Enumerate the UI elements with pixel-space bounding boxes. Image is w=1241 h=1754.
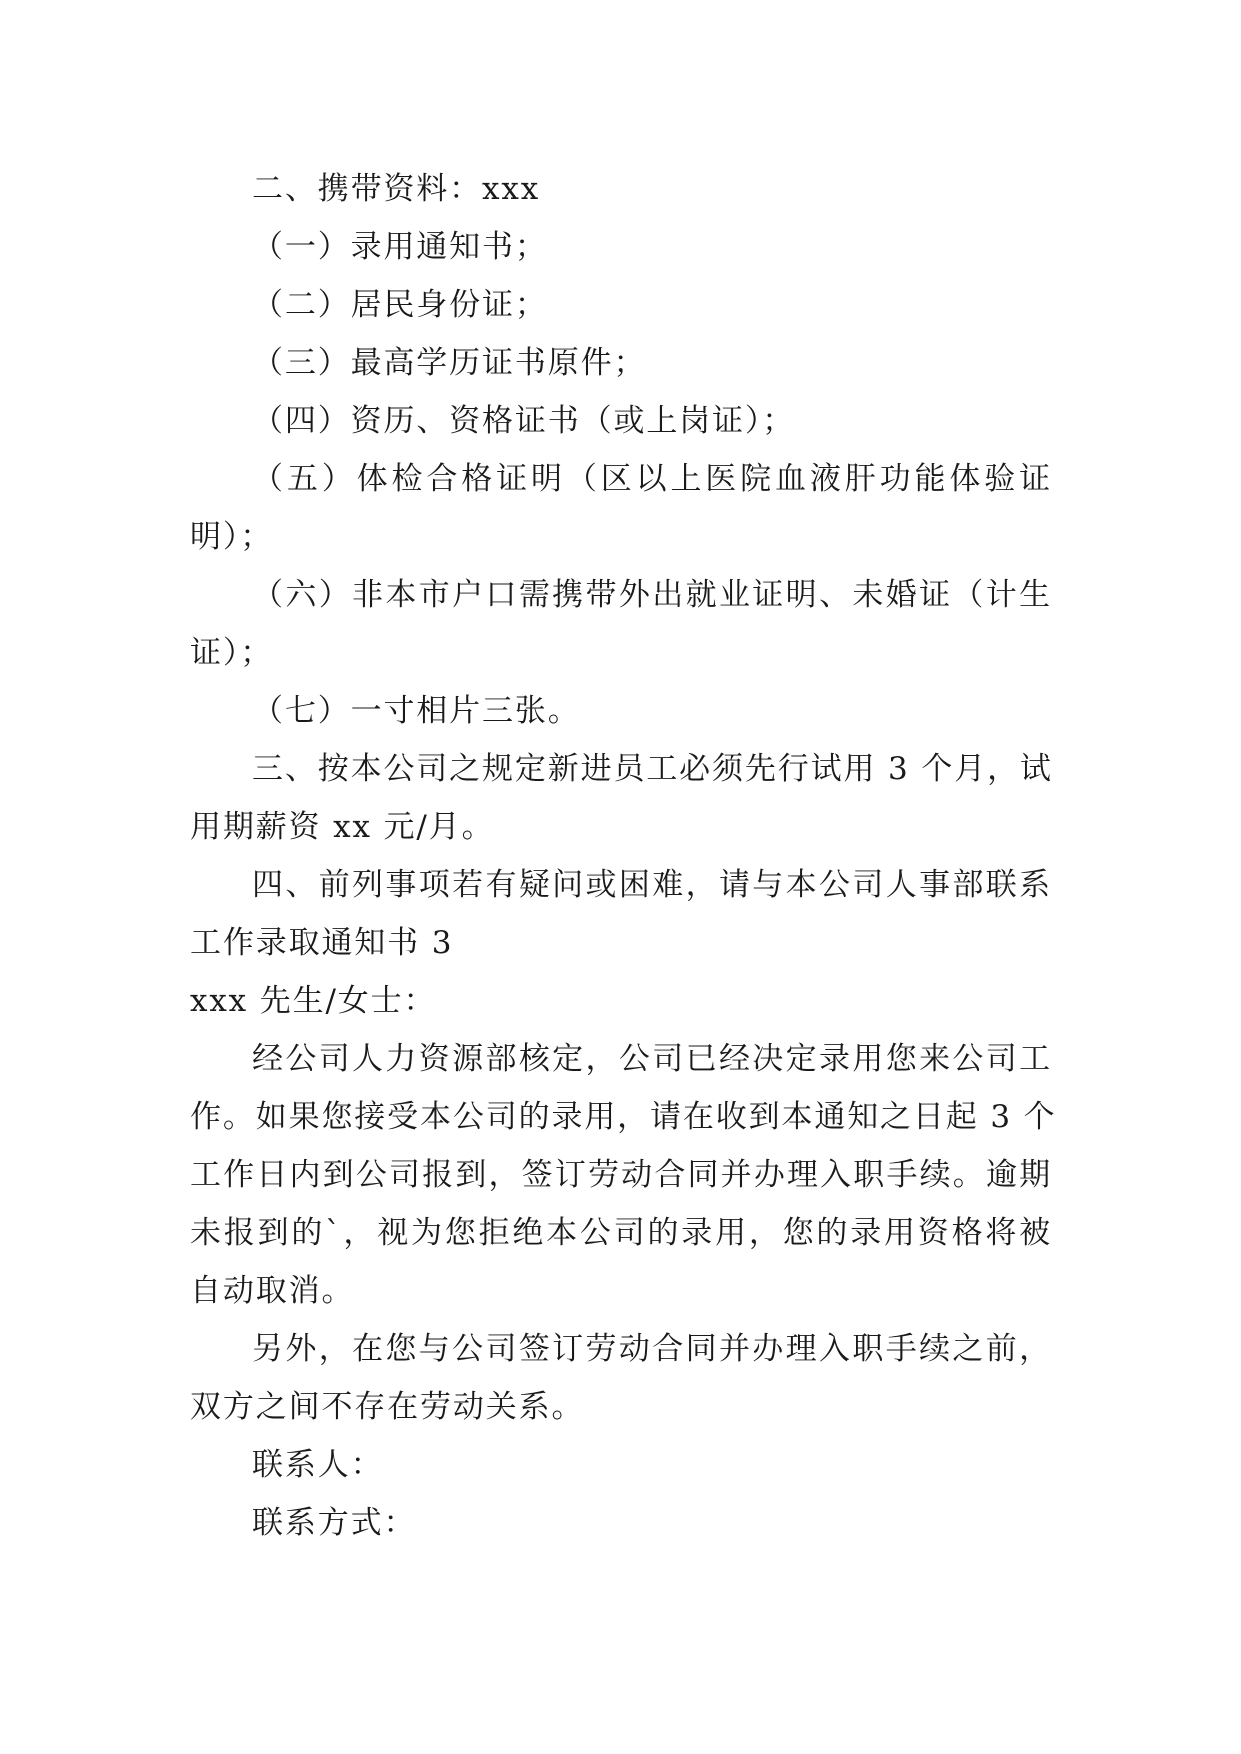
paragraph-offer-line-3: 工作日内到公司报到，签订劳动合同并办理入职手续。逾期	[190, 1157, 1052, 1193]
list-item-non-local: （六）非本市户口需携带外出就业证明、未婚证（计生	[252, 577, 1052, 613]
contact-method-label: 联系方式：	[252, 1505, 417, 1541]
list-item-health-check-cont: 明）；	[190, 519, 274, 555]
paragraph-note-line-1: 另外，在您与公司签订劳动合同并办理入职手续之前，	[252, 1331, 1052, 1367]
section-probation: 三、按本公司之规定新进员工必须先行试用 3 个月，试	[252, 751, 1053, 787]
section-contact-hr: 四、前列事项若有疑问或困难，请与本公司人事部联系	[252, 867, 1052, 903]
section-heading-materials: 二、携带资料：xxx	[252, 171, 541, 207]
list-item-diploma: （三）最高学历证书原件；	[252, 345, 647, 381]
list-item-non-local-cont: 证）；	[190, 635, 274, 671]
document-body	[190, 160, 1057, 1552]
list-item-photos: （七）一寸相片三张。	[252, 693, 581, 729]
paragraph-offer-line-2: 作。如果您接受本公司的录用，请在收到本通知之日起 3 个	[190, 1099, 1057, 1135]
list-item-certificates: （四）资历、资格证书（或上岗证）；	[252, 403, 796, 439]
paragraph-note-line-2: 双方之间不存在劳动关系。	[190, 1389, 585, 1425]
contact-person-label: 联系人：	[252, 1447, 384, 1483]
paragraph-offer-line-1: 经公司人力资源部核定，公司已经决定录用您来公司工	[252, 1041, 1052, 1077]
paragraph-offer-line-5: 自动取消。	[190, 1273, 355, 1309]
salutation: xxx 先生/女士：	[190, 983, 437, 1019]
list-item-id-card: （二）居民身份证；	[252, 287, 548, 323]
list-item-offer-letter: （一）录用通知书；	[252, 229, 548, 265]
document-subtitle: 工作录取通知书 3	[190, 925, 454, 961]
list-item-health-check: （五）体检合格证明（区以上医院血液肝功能体验证	[252, 461, 1052, 497]
section-probation-cont: 用期薪资 xx 元/月。	[190, 809, 495, 845]
paragraph-offer-line-4: 未报到的`，视为您拒绝本公司的录用，您的录用资格将被	[190, 1215, 1052, 1251]
